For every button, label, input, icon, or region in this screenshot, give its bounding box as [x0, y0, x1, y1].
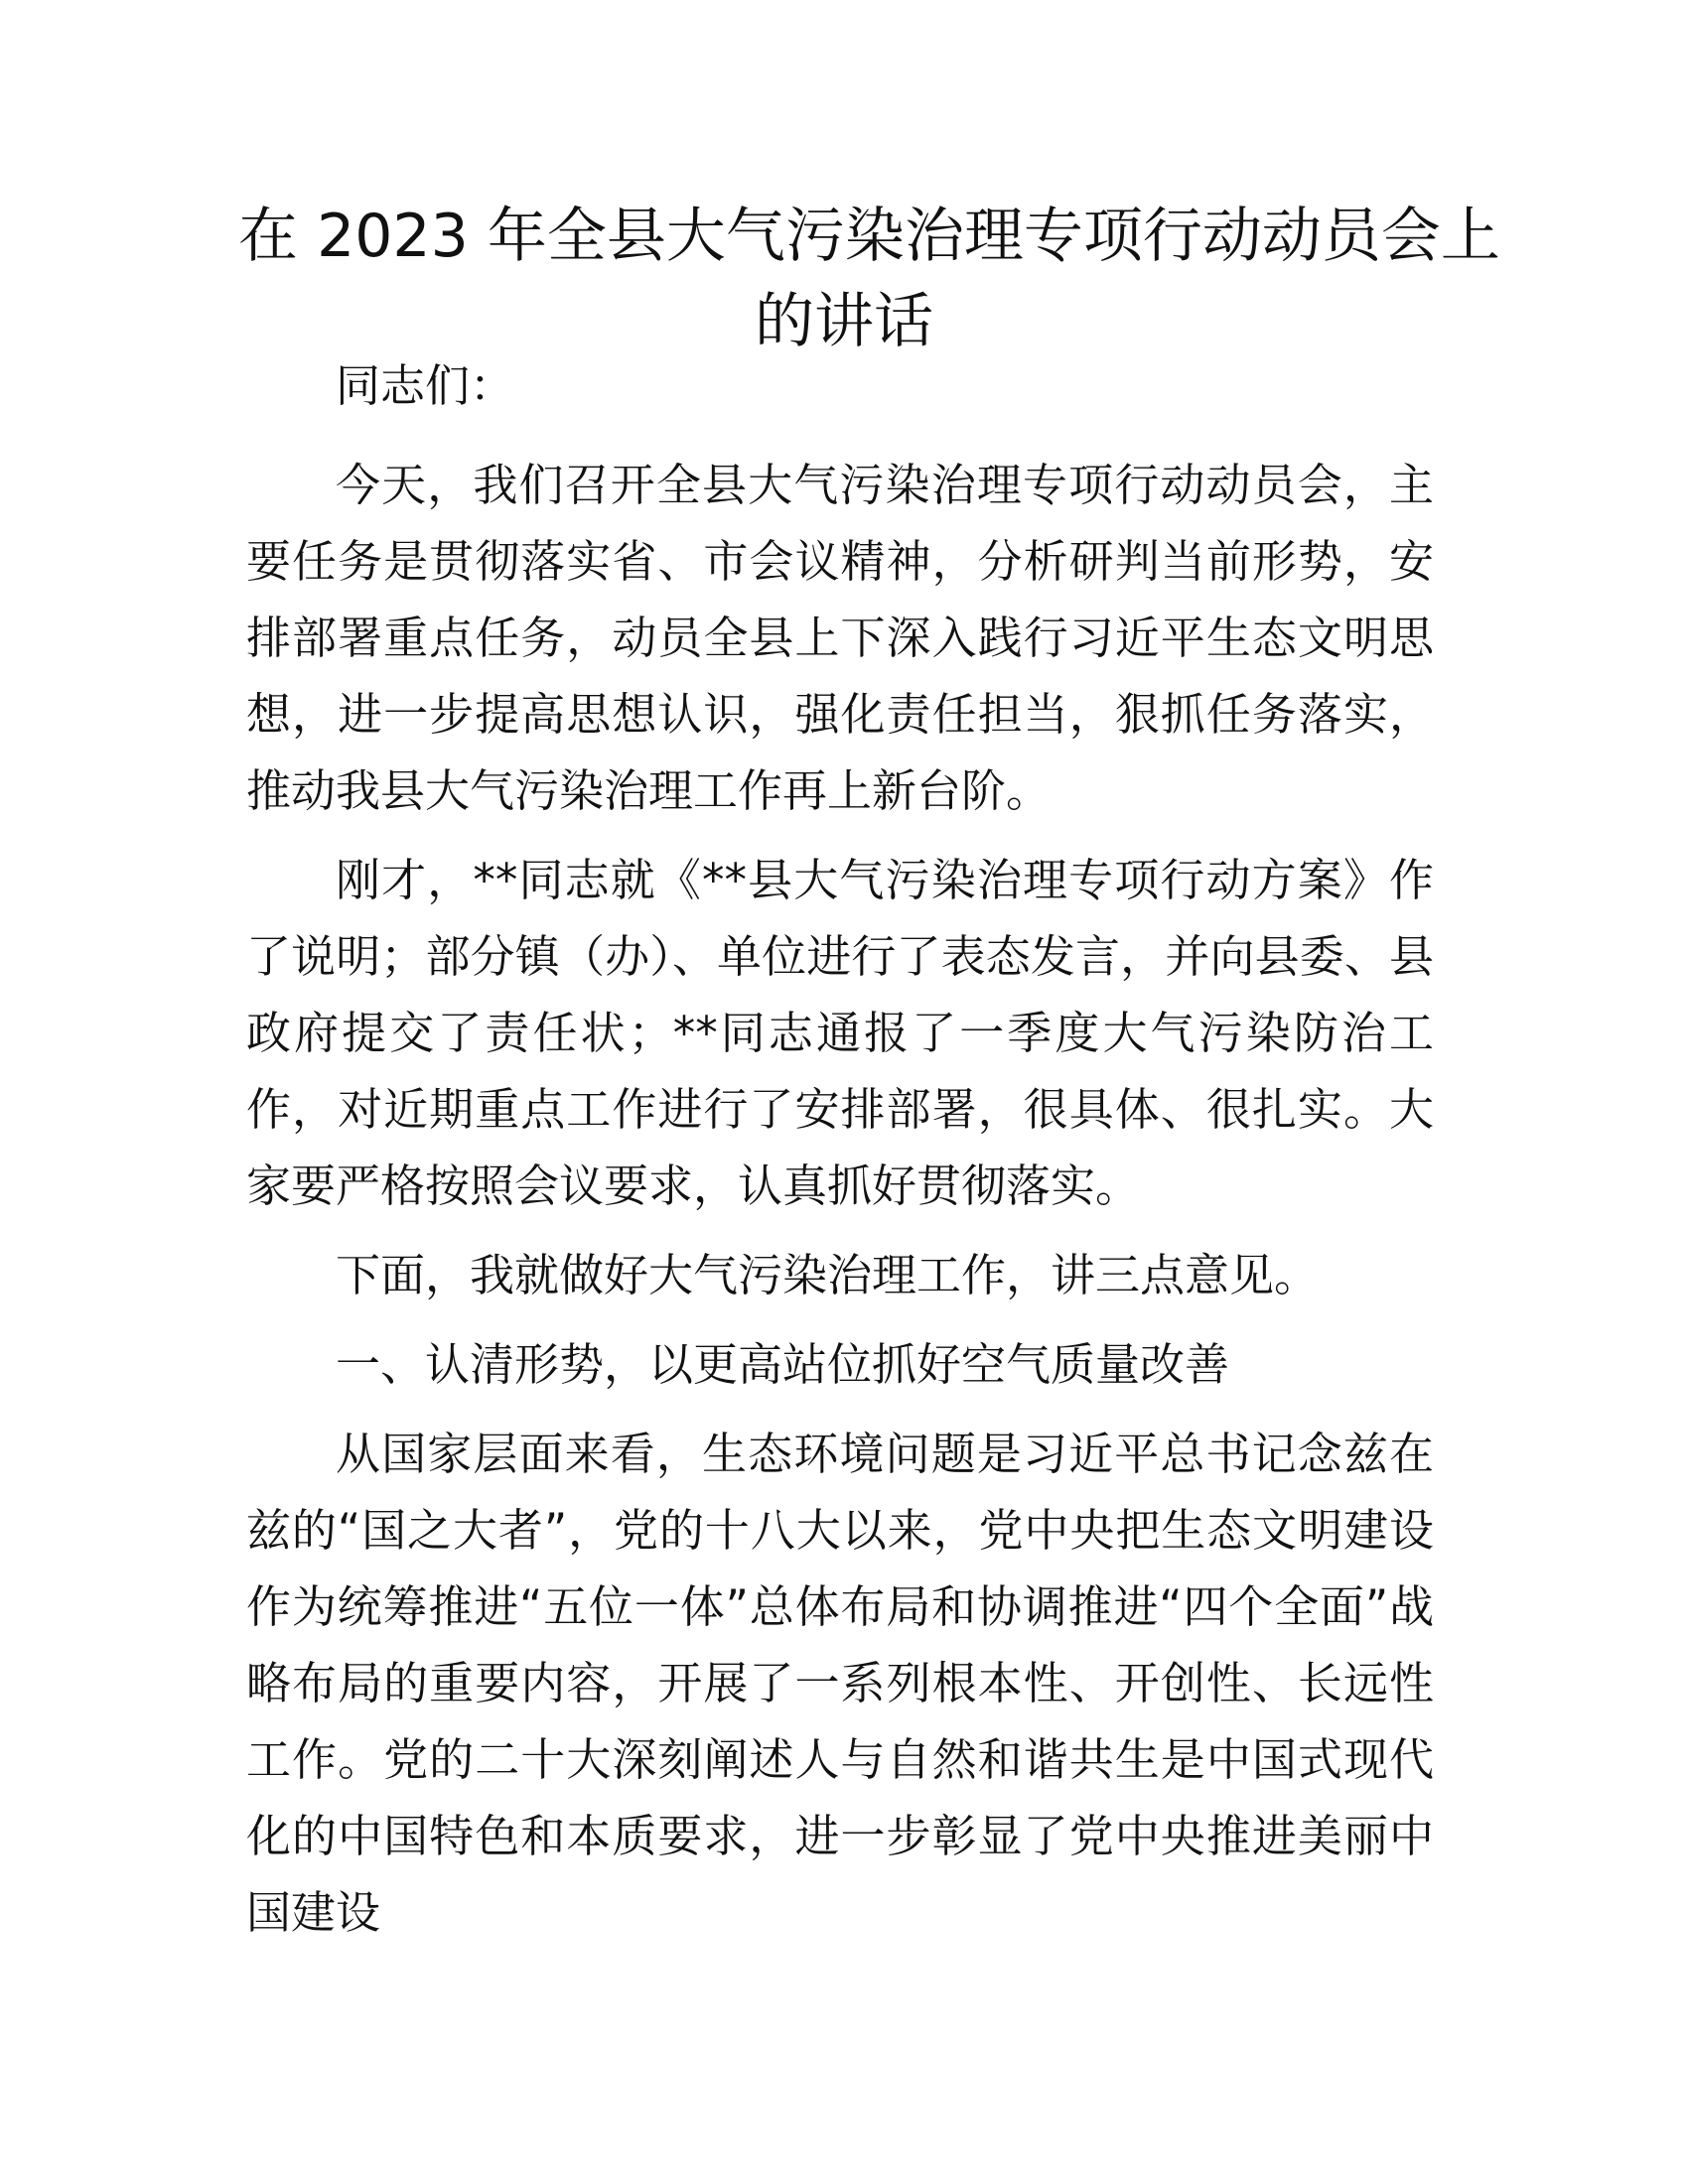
title-line-2: 的讲话 — [755, 287, 933, 356]
document-body — [246, 347, 1434, 1964]
paragraph-opening: 今天，我们召开全县大气污染治理专项行动动员会，主要任务是贯彻落实省、市会议精神，分析研判当前形势，安排部署重点任务，动员全县上下深入践行习近平生态文明思想，进一步提高思想认识，强化责任担当，狠抓任务落实，推动我县大气污染治理工作再上新台阶。 — [246, 459, 1434, 817]
document-title — [238, 194, 1500, 364]
title-line-1: 在 2023 年全县大气污染治理专项行动动员会上 — [238, 202, 1500, 271]
greeting: 同志们： — [336, 359, 515, 412]
paragraph-review: 刚才，**同志就《**县大气污染治理专项行动方案》作了说明；部分镇（办）、单位进行了表态发言，并向县委、县政府提交了责任状；**同志通报了一季度大气污染防治工作，对近期重点工作进行了安排部署，很具体、很扎实。大家要严格按照会议要求，认真抓好贯彻落实。 — [246, 854, 1434, 1212]
paragraph-transition: 下面，我就做好大气污染治理工作，讲三点意见。 — [336, 1249, 1320, 1301]
paragraph-section-one: 从国家层面来看，生态环境问题是习近平总书记念兹在兹的“国之大者”，党的十八大以来，党中央把生态文明建设作为统筹推进“五位一体”总体布局和协调推进“四个全面”战略布局的重要内容，开展了一系列根本性、开创性、长远性工作。党的二十大深刻阐述人与自然和谐共生是中国式现代化的中国特色和本质要求，进一步彰显了党中央推进美丽中国建设 — [246, 1428, 1434, 1939]
section-heading: 一、认清形势，以更高站位抓好空气质量改善 — [336, 1338, 1230, 1391]
